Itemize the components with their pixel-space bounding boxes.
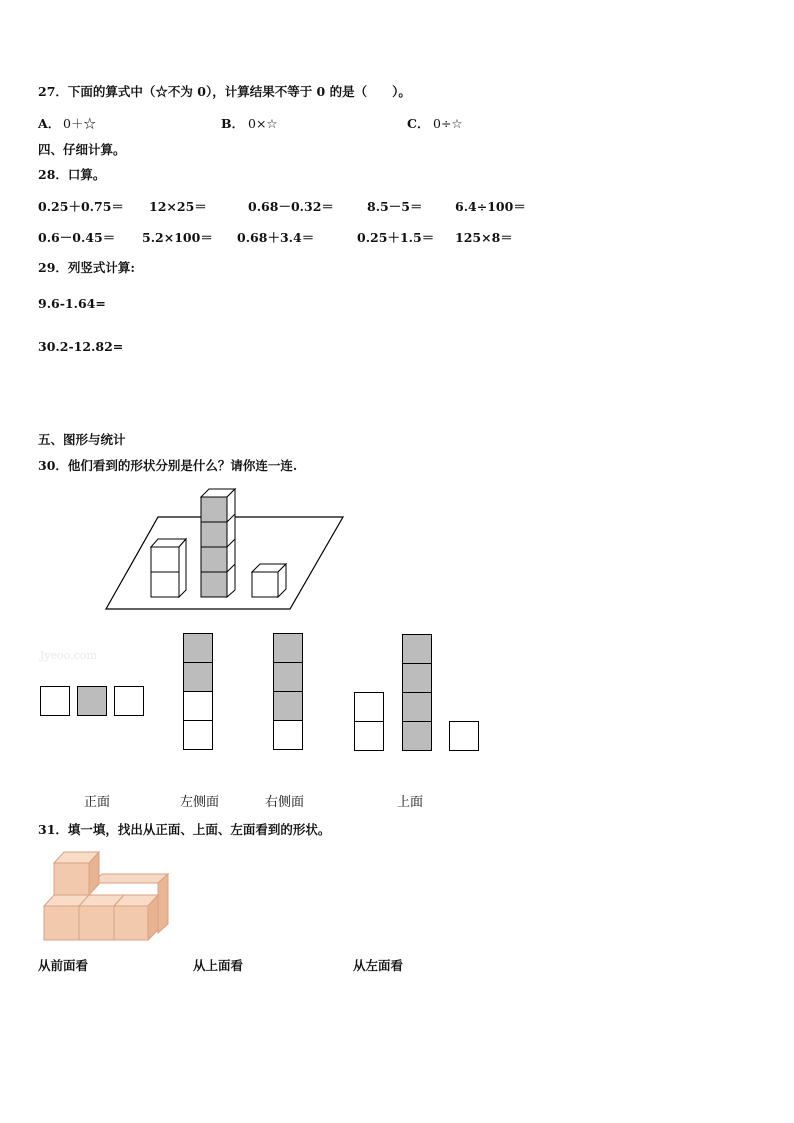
q28-r2-c4: 0.25＋1.5＝ xyxy=(357,230,435,245)
q28-r1-c1: 0.25＋0.75＝ xyxy=(38,199,124,214)
q28-title: 28．口算。 xyxy=(38,167,106,182)
q29-item-2: 30.2-12.82= xyxy=(38,339,124,354)
view-square xyxy=(183,691,213,721)
view-square-gray xyxy=(402,692,432,722)
q28-r1-c3: 0.68－0.32＝ xyxy=(248,199,334,214)
view-square-gray xyxy=(273,633,303,663)
q27-option-b-label: B． xyxy=(221,116,245,131)
q29-title: 29．列竖式计算: xyxy=(38,260,136,275)
view-square-gray xyxy=(273,662,303,692)
view-square-gray xyxy=(77,686,107,716)
view-square-gray xyxy=(402,634,432,664)
q27-option-a-text: 0＋☆ xyxy=(63,116,96,131)
view-square-gray xyxy=(402,721,432,751)
q28-r1-c2: 12×25＝ xyxy=(149,199,207,214)
view-square-gray xyxy=(402,663,432,693)
q28-r2-c2: 5.2×100＝ xyxy=(142,230,213,245)
q31-label-front-view: 从前面看 xyxy=(38,958,89,973)
view-square xyxy=(273,720,303,750)
q30-watermark: Jyeoo.com xyxy=(40,649,97,662)
q27-option-b-text: 0×☆ xyxy=(248,116,278,131)
q28-r2-c3: 0.68＋3.4＝ xyxy=(237,230,315,245)
view-square xyxy=(449,721,479,751)
view-square xyxy=(114,686,144,716)
q27-option-c-label: C． xyxy=(407,116,430,131)
view-square-gray xyxy=(183,662,213,692)
view-square xyxy=(354,692,384,722)
q28-r1-c4: 8.5－5＝ xyxy=(367,199,423,214)
q31-label-left-view: 从左面看 xyxy=(353,958,404,973)
q27-option-a-label: A． xyxy=(38,116,61,131)
view-square xyxy=(354,721,384,751)
section-4-heading: 四、仔细计算。 xyxy=(38,142,126,157)
q27-stem: 27．下面的算式中（☆不为 0），计算结果不等于 0 的是（ ）。 xyxy=(38,84,411,99)
q30-label-top: 上面 xyxy=(397,795,424,810)
view-square xyxy=(183,720,213,750)
q28-r2-c1: 0.6－0.45＝ xyxy=(38,230,116,245)
view-square-gray xyxy=(183,633,213,663)
q31-label-top-view: 从上面看 xyxy=(193,958,244,973)
view-square xyxy=(40,686,70,716)
view-square-gray xyxy=(273,691,303,721)
q28-r2-c5: 125×8＝ xyxy=(455,230,513,245)
q28-r1-c5: 6.4÷100＝ xyxy=(455,199,526,214)
q30-label-front: 正面 xyxy=(84,795,111,810)
section-5-heading: 五、图形与统计 xyxy=(38,432,126,447)
q30-label-left-side: 左侧面 xyxy=(180,795,220,810)
q31-title: 31．填一填，找出从正面、上面、左面看到的形状。 xyxy=(38,822,331,837)
q29-item-1: 9.6-1.64= xyxy=(38,296,106,311)
q30-title: 30．他们看到的形状分别是什么？请你连一连. xyxy=(38,458,298,473)
q30-label-right-side: 右侧面 xyxy=(265,795,305,810)
q27-option-c-text: 0÷☆ xyxy=(433,116,463,131)
